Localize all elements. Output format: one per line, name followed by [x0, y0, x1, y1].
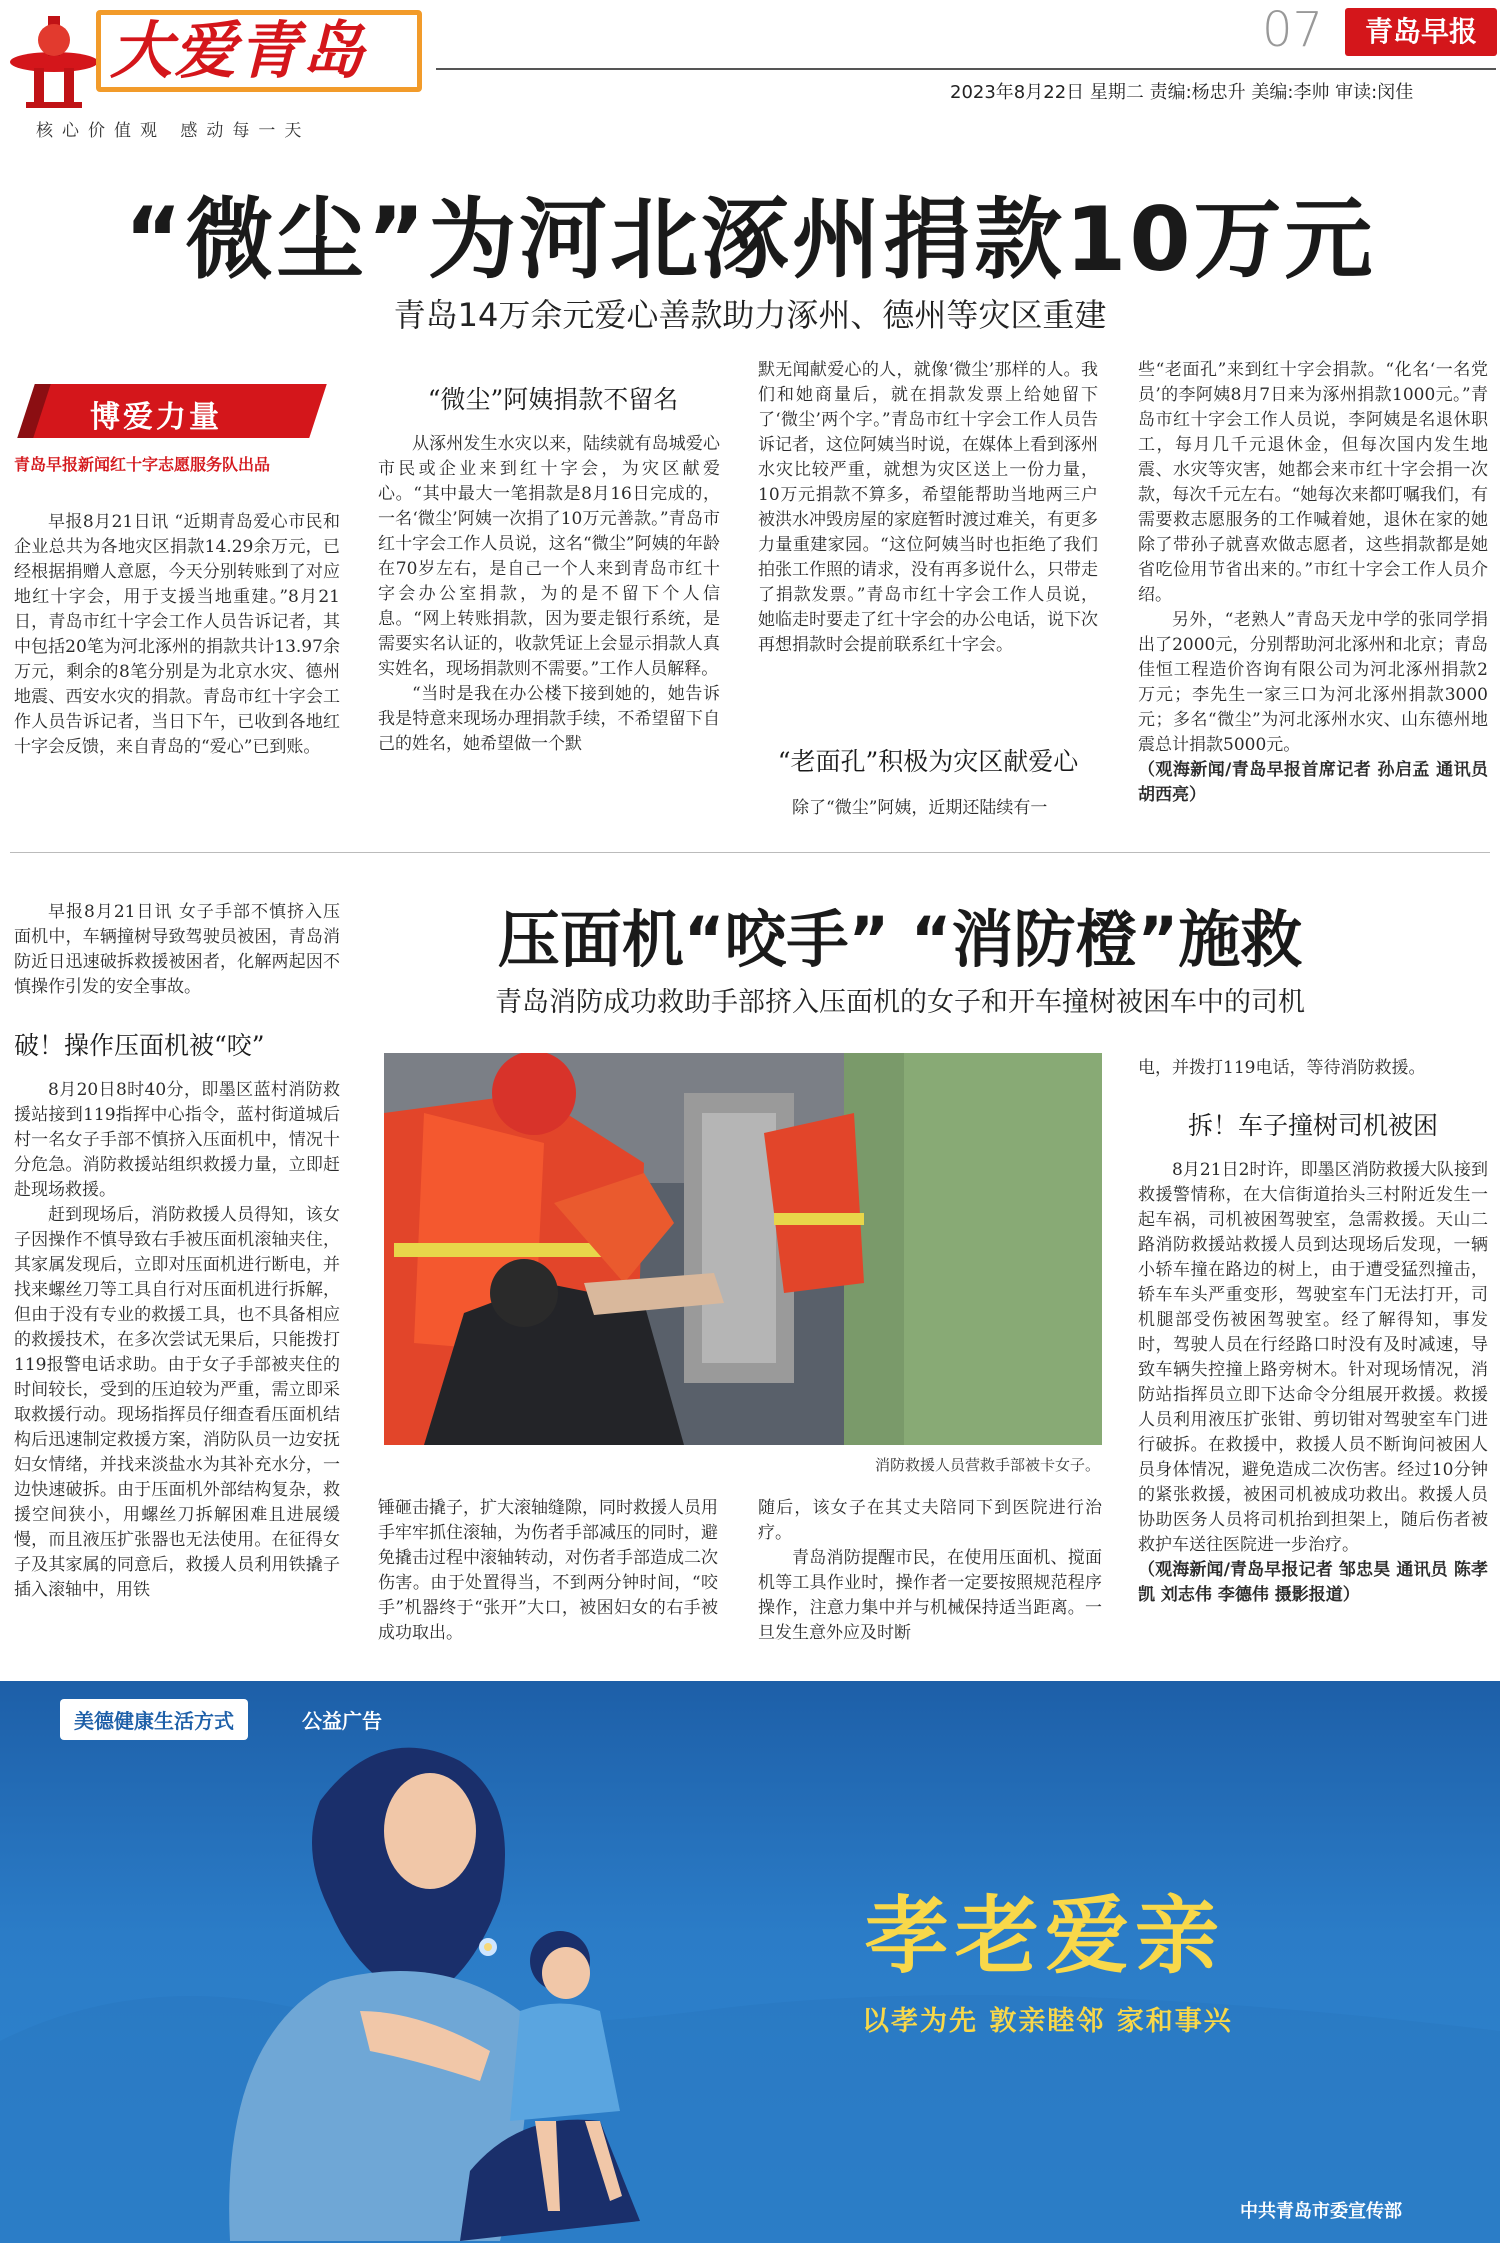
- story2-section2-title: 拆！车子撞树司机被困: [1187, 1111, 1438, 1140]
- story1-paragraph: 默无闻献爱心的人，就像‘微尘’那样的人。我们和她商量后，就在捐款发票上给她留下了‘微尘’两个字。”青岛市红十字会工作人员告诉记者，这位阿姨当时说，在媒体上看到涿州水灾比较严重，就想为灾区送上一份力量，10万元捐款不算多，希望能帮助当地两三户被洪水冲毁房屋的家庭暂时渡过难关，有更多力量重建家园。“这位阿姨当时也拒绝了我们拍张工作照的请求，没有再多说什么，只带走了捐款发票。”青岛市红十字会工作人员说，她临走时要走了红十字会的办公电话，说下次再想捐款时会提前联系红十字会。: [758, 360, 1098, 655]
- ad-type-label: 公益广告: [302, 1709, 382, 1733]
- story2-column-4a: [1138, 1056, 1488, 1081]
- story1-column-4: [1138, 358, 1488, 808]
- story2-paragraph: 8月21日2时许，即墨区消防救援大队接到救援警情称，在大信街道抬头三村附近发生一起车祸，司机被困驾驶室，急需救援。天山二路消防救援站救援人员到达现场后发现，一辆小轿车撞在路边的树上，由于遭受猛烈撞击，轿车车头严重变形，驾驶室车门无法打开，司机腿部受伤被困驾驶室。经了解得知，事发时，驾驶人员在行经路口时没有及时减速，导致车辆失控撞上路旁树木。针对现场情况，消防站指挥员立即下达命令分组展开救援。救援人员利用液压扩张钳、剪切钳对驾驶室车门进行破拆。在救援中，救援人员不断询问被困人员身体情况，避免造成二次伤害。经过10分钟的紧张救援，被困司机被成功救出。救援人员协助医务人员将司机抬到担架上，随后伤者被救护车送往医院进一步治疗。: [1138, 1160, 1488, 1555]
- story1-paragraph: 除了“微尘”阿姨，近期还陆续有一: [792, 798, 1048, 818]
- paper-name-badge: 青岛早报: [1345, 8, 1497, 56]
- story2-paragraph: 电，并拨打119电话，等待消防救援。: [1138, 1058, 1426, 1078]
- story1-paragraph: 些“老面孔”来到红十字会捐款。“化名‘一名党员’的李阿姨8月7日来为涿州捐款1000元。”青岛市红十字会工作人员说，李阿姨是名退休职工，每月几千元退休金，但每次国内发生地震、水灾等灾害，她都会来市红十字会捐一次款，每次千元左右。“她每次来都叮嘱我们，有需要救志愿服务的工作喊着她，退休在家的她除了带孙子就喜欢做志愿者，这些捐款都是她省吃俭用节省出来的。”市红十字会工作人员介绍。: [1138, 360, 1488, 605]
- photo-caption: 消防救援人员营救手部被卡女子。: [874, 1456, 1100, 1474]
- header-rule: [436, 68, 1496, 70]
- story1-byline: （观海新闻/青岛早报首席记者 孙启孟 通讯员 胡西亮）: [1138, 760, 1488, 805]
- story1-column-3: [758, 358, 1098, 658]
- story2-intro-column: [14, 900, 340, 1000]
- story1-column-2: [378, 432, 720, 757]
- story2-paragraph: 赶到现场后，消防救援人员得知，该女子因操作不慎导致右手被压面机滚轴夹住，其家属发现后，立即对压面机进行断电，并找来螺丝刀等工具自行对压面机进行拆解，但由于没有专业的救援工具，也不具备相应的救援技术，在多次尝试无果后，只能拨打119报警电话求助。由于女子手部被夹住的时间较长，受到的压迫较为严重，需立即采取救援行动。现场指挥员仔细查看压面机结构后迅速制定救援方案，消防队员一边安抚妇女情绪，并找来淡盐水为其补充水分，一边快速破拆。由于压面机外部结构复杂，救援空间狭小，用螺丝刀拆解困难且进展缓慢，而且液压扩张器也无法使用。在征得女子及其家属的同意后，救援人员利用铁撬子插入滚轴中，用铁: [14, 1205, 340, 1600]
- story2-intro: 早报8月21日讯 女子手部不慎挤入压面机中，车辆撞树导致驾驶员被困，青岛消防近日迅速破拆救援被困者，化解两起因不慎操作引发的安全事故。: [14, 902, 340, 997]
- ad-category-tag: 美德健康生活方式: [60, 1699, 248, 1740]
- column-badge-label: 博爱力量: [90, 400, 222, 435]
- story1-column-1: [14, 510, 340, 760]
- page-number: 07: [1262, 2, 1324, 58]
- column-logo-text: 大爱青岛: [110, 14, 367, 87]
- story1-paragraph: 另外，“老熟人”青岛天龙中学的张同学捐出了2000元，分别帮助河北涿州和北京；青岛佳恒工程造价咨询有限公司为河北涿州捐款2万元；李先生一家三口为河北涿州捐款3000元；多名“微尘”为河北涿州水灾、山东德州地震总计捐款5000元。: [1138, 610, 1488, 755]
- story2-column-4: [1138, 1158, 1488, 1608]
- story2-subheadline: 青岛消防成功救助手部挤入压面机的女子和开车撞树被困车中的司机: [495, 987, 1305, 1018]
- story2-section1-title: 破！操作压面机被“咬”: [14, 1031, 265, 1060]
- story2-column-2: [378, 1496, 718, 1646]
- story1-column-3b: [758, 796, 1098, 821]
- story2-byline: （观海新闻/青岛早报记者 邹忠昊 通讯员 陈孝凯 刘志伟 李德伟 摄影报道）: [1138, 1560, 1488, 1605]
- section-divider: [10, 852, 1490, 853]
- issue-line: 2023年8月22日 星期二 责编:杨忠升 美编:李帅 审读:闵佳: [950, 82, 1414, 103]
- story1-paragraph: 从涿州发生水灾以来，陆续就有岛城爱心市民或企业来到红十字会，为灾区献爱心。“其中最大一笔捐款是8月16日完成的，一名‘微尘’阿姨一次捐了10万元善款。”青岛市红十字会工作人员说，这名“微尘”阿姨的年龄在70岁左右，是自己一个人来到青岛市红十字会办公室捐款，为的是不留下个人信息。“网上转账捐款，因为要走银行系统，是需要实名认证的，收款凭证上会显示捐款人真实姓名，现场捐款则不需要。”工作人员解释。: [378, 434, 720, 679]
- story2-column-1: [14, 1078, 340, 1603]
- rescue-photo: [384, 1053, 1102, 1445]
- story2-paragraph: 锤砸击撬子，扩大滚轴缝隙，同时救援人员用手牢牢抓住滚轴，为伤者手部减压的同时，避免撬击过程中滚轴转动，对伤者手部造成二次伤害。由于处置得当，不到两分钟时间，“咬手”机器终于“张开”大口，被困妇女的右手被成功取出。: [378, 1498, 718, 1643]
- public-service-ad: [0, 1681, 1500, 2243]
- ad-subtitle: 以孝为先 敦亲睦邻 家和事兴: [862, 2006, 1233, 2037]
- ad-credit: 中共青岛市委宣传部: [1240, 2201, 1402, 2222]
- qingdao-tower-logo-icon: [4, 6, 104, 110]
- story2-paragraph: 8月20日8时40分，即墨区蓝村消防救援站接到119指挥中心指令，蓝村街道城后村一名女子手部不慎挤入压面机中，情况十分危急。消防救援站组织救援力量，立即赶赴现场救援。: [14, 1080, 340, 1200]
- story2-paragraph: 随后，该女子在其丈夫陪同下到医院进行治疗。: [758, 1498, 1102, 1543]
- ad-title: 孝老爱亲: [865, 1887, 1226, 1985]
- story2-headline: 压面机“咬手” “消防橙”施救: [497, 903, 1303, 976]
- mother-child-illustration: [0, 1681, 1500, 2243]
- story1-paragraph: “当时是我在办公楼下接到她的，她告诉我是特意来现场办理捐款手续，不希望留下自己的姓名，她希望做一个默: [378, 684, 720, 754]
- story1-subheadline: 青岛14万余元爱心善款助力涿州、德州等灾区重建: [393, 296, 1107, 334]
- story1-section2-title: “老面孔”积极为灾区献爱心: [777, 747, 1079, 776]
- story1-headline: “微尘”为河北涿州捐款10万元: [124, 188, 1376, 291]
- story2-paragraph: 青岛消防提醒市民，在使用压面机、搅面机等工具作业时，操作者一定要按照规范程序操作，注意力集中并与机械保持适当距离。一旦发生意外应及时断: [758, 1548, 1102, 1643]
- column-badge-subtitle: 青岛早报新闻红十字志愿服务队出品: [14, 455, 271, 474]
- story1-lead-paragraph: 早报8月21日讯 “近期青岛爱心市民和企业总共为各地灾区捐款14.29余万元，已经根据捐赠人意愿，今天分别转账到了对应地红十字会，用于支援当地重建。”8月21日，青岛市红十字会工作人员告诉记者，其中包括20笔为河北涿州的捐款共计13.97余万元，剩余的8笔分别是为北京水灾、德州地震、西安水灾的捐款。青岛市红十字会工作人员告诉记者，当日下午，已收到各地红十字会反馈，来自青岛的“爱心”已到账。: [14, 512, 340, 757]
- slogan: 核心价值观 感动每一天: [36, 121, 311, 141]
- story2-column-3: [758, 1496, 1102, 1646]
- story1-section1-title: “微尘”阿姨捐款不留名: [427, 385, 679, 414]
